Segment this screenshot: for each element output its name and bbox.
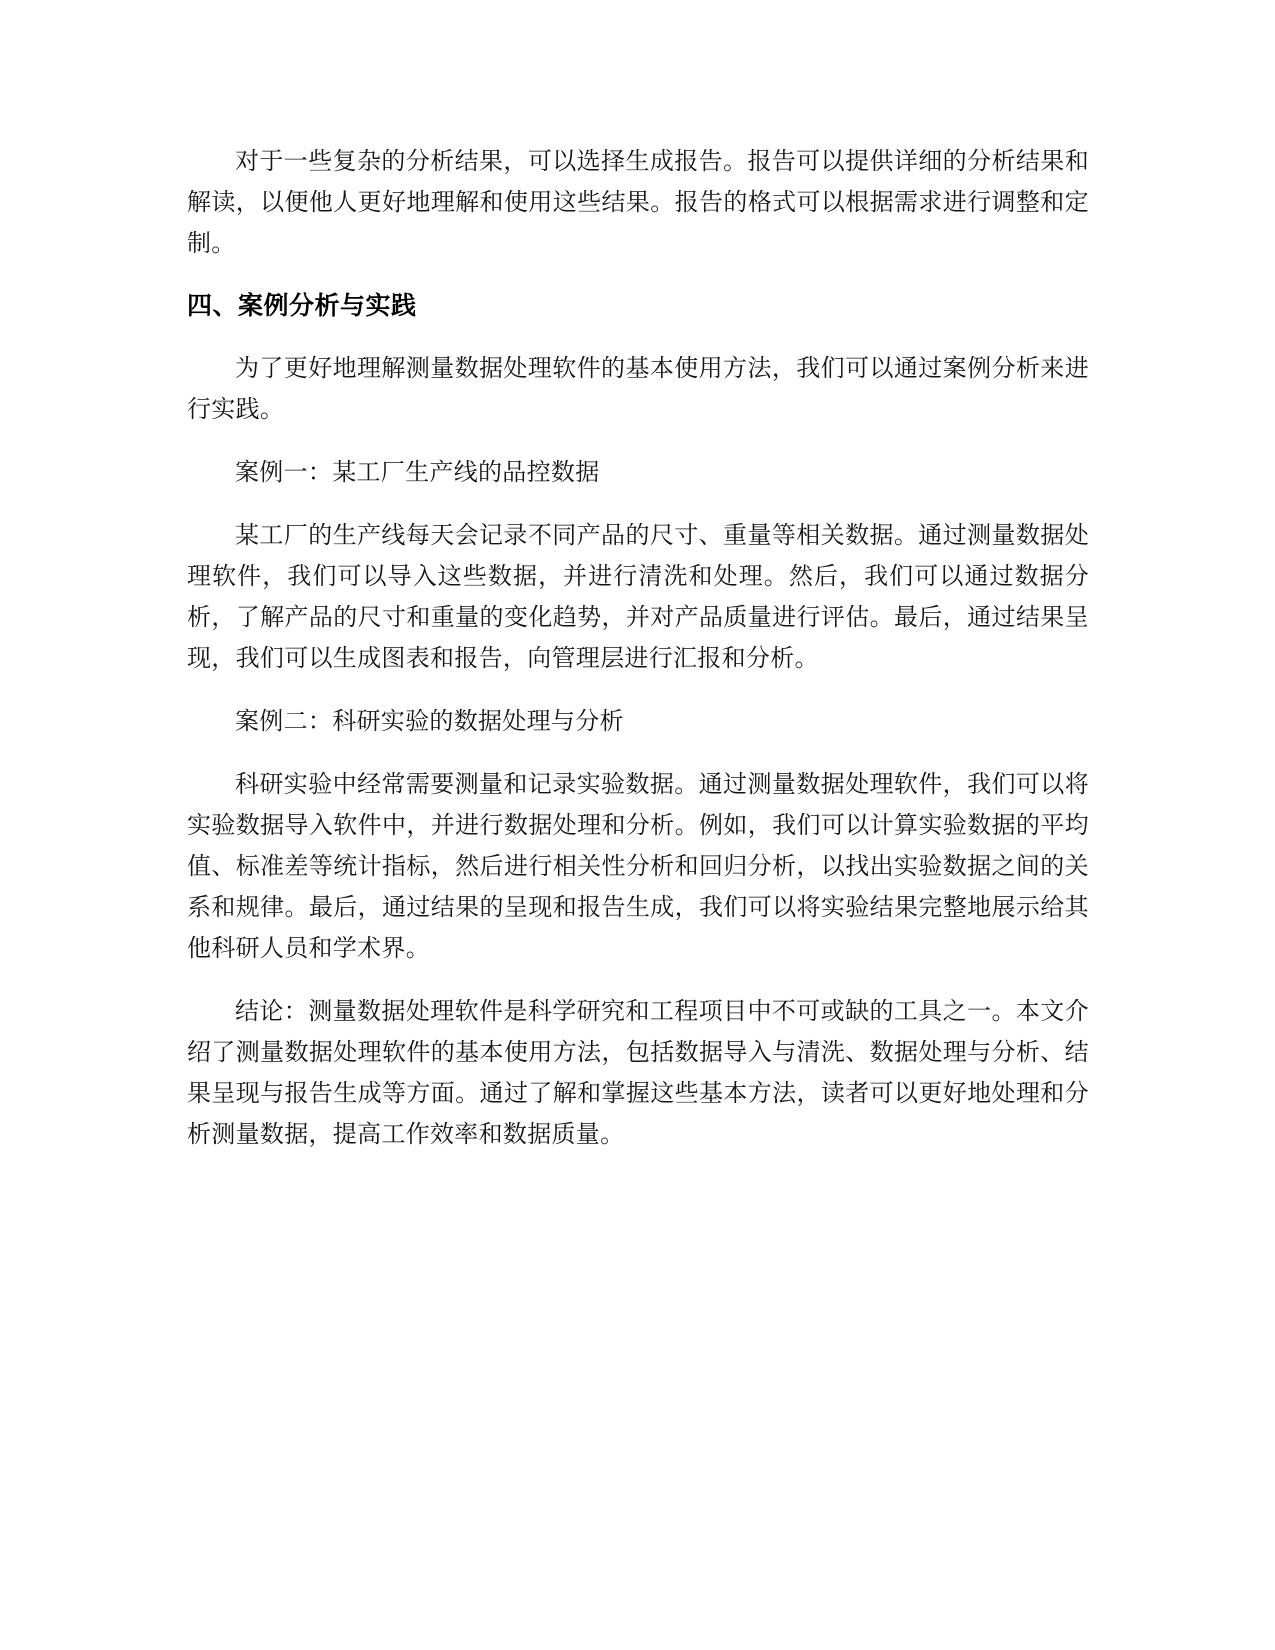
section-heading-case-study: 四、案例分析与实践: [187, 291, 417, 320]
conclusion-paragraph: 结论：测量数据处理软件是科学研究和工程项目中不可或缺的工具之一。本文介绍了测量数据处理软件的基本使用方法，包括数据导入与清洗、数据处理与分析、结果呈现与报告生成等方面。通过了解和掌握这些基本方法，读者可以更好地处理和分析测量数据，提高工作效率和数据质量。: [187, 997, 1089, 1148]
case-two-title: 案例二：科研实验的数据处理与分析: [235, 707, 624, 735]
case-one-body: 某工厂的生产线每天会记录不同产品的尺寸、重量等相关数据。通过测量数据处理软件，我们可以导入这些数据，并进行清洗和处理。然后，我们可以通过数据分析，了解产品的尺寸和重量的变化趋势，并对产品质量进行评估。最后，通过结果呈现，我们可以生成图表和报告，向管理层进行汇报和分析。: [187, 521, 1089, 672]
case-two-body: 科研实验中经常需要测量和记录实验数据。通过测量数据处理软件，我们可以将实验数据导入软件中，并进行数据处理和分析。例如，我们可以计算实验数据的平均值、标准差等统计指标，然后进行相关性分析和回归分析，以找出实验数据之间的关系和规律。最后，通过结果的呈现和报告生成，我们可以将实验结果完整地展示给其他科研人员和学术界。: [187, 770, 1089, 962]
paragraph-case-intro: 为了更好地理解测量数据处理软件的基本使用方法，我们可以通过案例分析来进行实践。: [187, 354, 1089, 423]
case-one-title: 案例一：某工厂生产线的品控数据: [235, 458, 600, 486]
paragraph-report-generation: 对于一些复杂的分析结果，可以选择生成报告。报告可以提供详细的分析结果和解读，以便他人更好地理解和使用这些结果。报告的格式可以根据需求进行调整和定制。: [187, 147, 1089, 257]
document-body: [187, 141, 1089, 1177]
